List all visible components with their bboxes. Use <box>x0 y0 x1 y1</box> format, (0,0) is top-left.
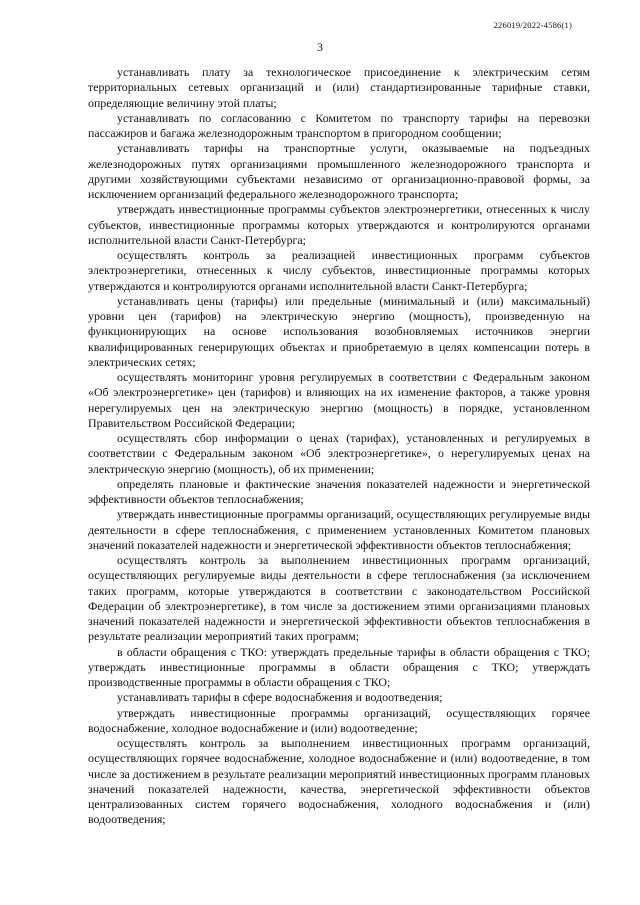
paragraph: устанавливать плату за технологическое присоединение к электрическим сетям территориальных сетевых организаций и (или) стандартизированные тарифные ставки, определяющие величину этой платы; <box>88 65 590 110</box>
document-id: 226019/2022-4586(1) <box>493 20 572 30</box>
paragraph: устанавливать цены (тарифы) или предельные (минимальный и (или) максимальный) уровни цен (тарифов) на электрическую энергию (мощность), произведенную на функционирующих на основе использования возобновляемых источников энергии квалифицированных генерирующих объектах и приобретаемую в целях компенсации потерь в электрических сетях; <box>88 293 590 369</box>
paragraph: осуществлять контроль за реализацией инвестиционных программ субъектов электроэнергетики, отнесенных к числу субъектов, инвестиционные программы которых утверждаются и контролируются органами исполнительной власти Санкт-Петербурга; <box>88 248 590 293</box>
paragraph: устанавливать тарифы в сфере водоснабжения и водоотведения; <box>117 690 443 705</box>
paragraph: в области обращения с ТКО: утверждать предельные тарифы в области обращения с ТКО; утверждать инвестиционные программы в области обращения с ТКО; утверждать производственные программы в области обращения с ТКО; <box>88 644 590 689</box>
paragraph: осуществлять контроль за выполнением инвестиционных программ организаций, осуществляющих горячее водоснабжение, холодное водоснабжение и (или) водоотведение, в том числе за достижением в результате реализации мероприятий инвестиционных программ плановых значений показателей надежности, качества, энергетической эффективности объектов централизованных систем горячего водоснабжения, холодного водоснабжения и (или) водоотведения; <box>88 736 590 827</box>
page-number: 3 <box>317 40 323 54</box>
paragraph: утверждать инвестиционные программы организаций, осуществляющих регулируемые виды деятельности в сфере теплоснабжения, с применением установленных Комитетом плановых значений показателей надежности и энергетической эффективности объектов теплоснабжения; <box>88 507 590 552</box>
paragraph: определять плановые и фактические значения показателей надежности и энергетической эффективности объектов теплоснабжения; <box>88 476 590 506</box>
paragraph: устанавливать по согласованию с Комитетом по транспорту тарифы на перевозки пассажиров и багажа железнодорожным транспортом в пригородном сообщении; <box>88 110 590 140</box>
paragraph: утверждать инвестиционные программы субъектов электроэнергетики, отнесенных к числу субъектов, инвестиционные программы которых утверждаются и контролируются органами исполнительной власти Санкт-Петербурга; <box>88 202 590 247</box>
paragraph: осуществлять контроль за выполнением инвестиционных программ организаций, осуществляющих регулируемые виды деятельности в сфере теплоснабжения (за исключением таких программ, которые утверждаются в соответствии с законодательством Российской Федерации об электроэнергетике), в том числе за достижением этими организациями плановых значений показателей надежности и энергетической эффективности объектов теплоснабжения в результате реализации мероприятий таких программ; <box>88 553 590 644</box>
paragraph: осуществлять мониторинг уровня регулируемых в соответствии с Федеральным законом «Об электроэнергетике» цен (тарифов) и влияющих на их изменение факторов, а также уровня нерегулируемых цен на электрическую энергию (мощность) в порядке, установленном Правительством Российской Федерации; <box>88 370 590 430</box>
document-body <box>88 65 590 828</box>
paragraph: устанавливать тарифы на транспортные услуги, оказываемые на подъездных железнодорожных путях организациями промышленного железнодорожного транспорта и другими хозяйствующими субъектами независимо от организационно-правовой формы, за исключением организаций федерального железнодорожного транспорта; <box>88 141 590 201</box>
paragraph: осуществлять сбор информации о ценах (тарифах), установленных и регулируемых в соответствии с Федеральным законом «Об электроэнергетике», о нерегулируемых ценах на электрическую энергию (мощность), об их применении; <box>88 431 590 476</box>
paragraph: утверждать инвестиционные программы организаций, осуществляющих горячее водоснабжение, холодное водоснабжение и (или) водоотведение; <box>88 705 590 735</box>
